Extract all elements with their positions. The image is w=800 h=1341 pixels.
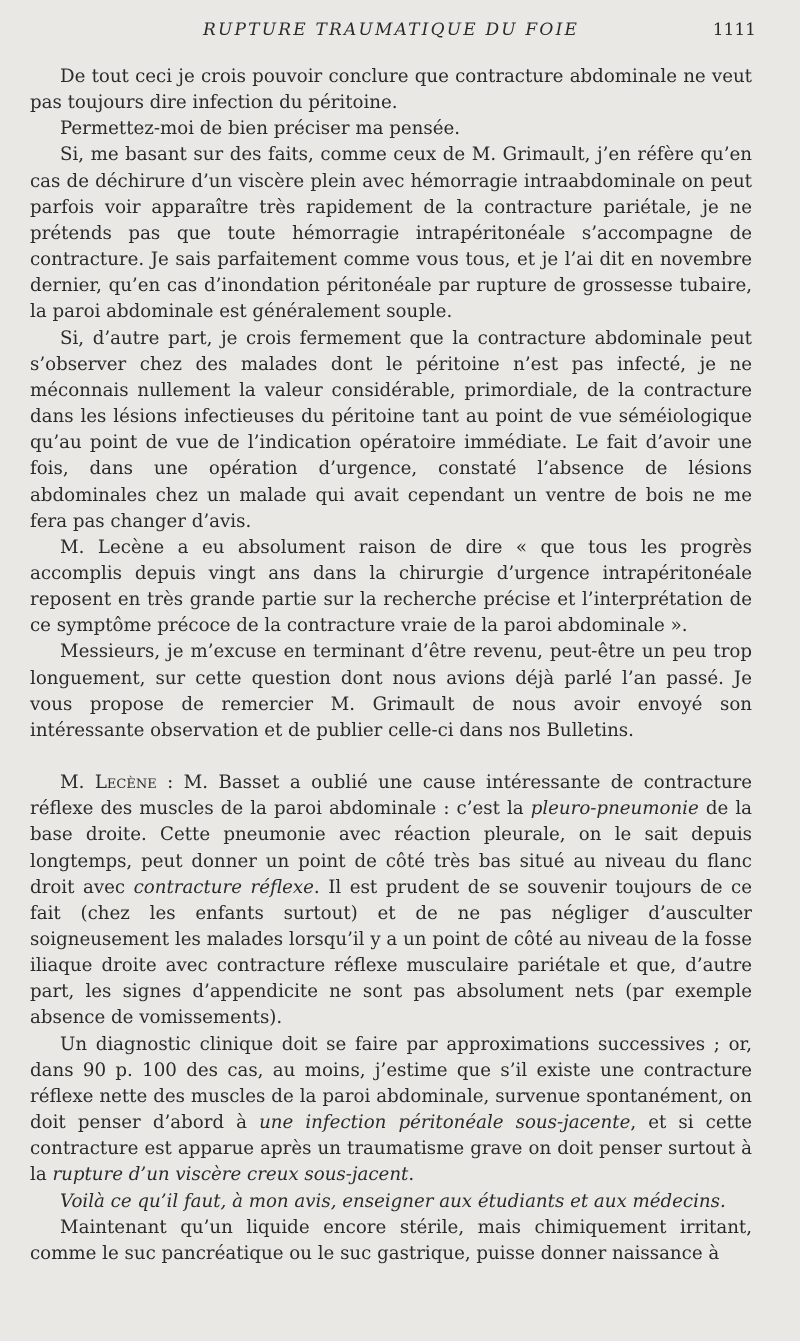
paragraph: Messieurs, je m’excuse en terminant d’être revenu, peut-être un peu trop longuement, sur cette question dont nous avions déjà parlé l’an passé. Je vous propose de remercier M. Grimault de nous avoir envoyé son intéressante observation et de publier celle-ci dans nos Bulletins. bbox=[30, 641, 752, 741]
running-title: RUPTURE TRAUMATIQUE DU FOIE bbox=[203, 20, 580, 40]
paragraph: De tout ceci je crois pouvoir conclure que contracture abdominale ne veut pas toujours dire infection du péritoine. bbox=[30, 66, 752, 114]
text-run: de la base droite. Cette pneumonie avec réaction pleurale, on le sait depuis longtemps, peut donner un point de côté très bas situé au niveau du flanc droit avec bbox=[30, 798, 752, 898]
italic-run: rupture d’un viscère creux sous-jacent bbox=[52, 1164, 409, 1186]
text-run: , et si cette contracture est apparue après un traumatisme grave on doit penser surtout à la bbox=[30, 1112, 752, 1186]
speaker-name: M. Lecène bbox=[60, 772, 157, 794]
text-run: . Il est prudent de se souvenir toujours de ce fait (chez les enfants surtout) et de ne pas négliger d’ausculter soigneusement les malades lorsqu’il y a un point de côté au niveau de la fosse iliaque droite avec contracture réflexe musculaire pariétale et que, d’autre part, les signes d’appendicite ne sont pas absolument nets (par exemple absence de vomissements). bbox=[30, 876, 753, 1029]
lecene-paragraph bbox=[30, 770, 752, 1032]
text-run: . bbox=[408, 1164, 415, 1186]
paragraph: Si, d’autre part, je crois fermement que la contracture abdominale peut s’observer chez des malades dont le péritoine n’est pas infecté, je ne méconnais nullement la valeur considérable, primordiale, de la contracture dans les lésions infectieuses du péritoine tant au point de vue séméiologique qu’au point de vue de l’indication opératoire immédiate. Le fait d’avoir une fois, dans une opération d’urgence, constaté l’absence de lésions abdominales chez un malade qui avait cependant un ventre de bois ne me fera pas changer d’avis. bbox=[30, 327, 752, 532]
italic-paragraph bbox=[30, 1189, 752, 1215]
page-header bbox=[0, 18, 800, 46]
italic-run: une infection péritonéale sous-jacente bbox=[259, 1112, 631, 1134]
italic-run: pleuro-pneumonie bbox=[530, 798, 699, 820]
paragraph bbox=[30, 1032, 752, 1189]
text-run: Un diagnostic clinique doit se faire par approximations successives ; or, dans 90 p. 100 des cas, au moins, j’estime que s’il existe une contracture réflexe nette des muscles de la paroi abdominale, survenue spontanément, on doit penser d’abord à bbox=[30, 1033, 752, 1134]
italic-run: contracture réflexe bbox=[133, 876, 314, 898]
paragraph: M. Lecène a eu absolument raison de dire « que tous les progrès accomplis depuis vingt ans dans la chirurgie d’urgence intrapéritonéale reposent en très grande partie sur la recherche précise et l’interprétation de ce symptôme précoce de la contracture vraie de la paroi abdominale ». bbox=[30, 536, 752, 637]
page-number: 1111 bbox=[712, 20, 756, 40]
body-text bbox=[30, 64, 752, 1267]
paragraph: Permettez-moi de bien préciser ma pensée. bbox=[60, 118, 461, 140]
italic-run: Voilà ce qu’il faut, à mon avis, enseigner aux étudiants et aux médecins. bbox=[60, 1190, 726, 1212]
paragraph: Maintenant qu’un liquide encore stérile, mais chimiquement irritant, comme le suc pancréatique ou le suc gastrique, puisse donner naissance à bbox=[30, 1216, 752, 1264]
text-run: : M. Basset a oublié une cause intéressante de contracture réflexe des muscles de la paroi abdominale : c’est la bbox=[30, 772, 752, 820]
paragraph: Si, me basant sur des faits, comme ceux de M. Grimault, j’en réfère qu’en cas de déchirure d’un viscère plein avec hémorragie intraabdominale on peut parfois voir apparaître très rapidement de la contracture pariétale, je ne prétends pas que toute hémorragie intrapéritonéale s’accompagne de contracture. Je sais parfaitement comme vous tous, et je l’ai dit en novembre dernier, qu’en cas d’inondation péritonéale par rupture de grossesse tubaire, la paroi abdominale est généralement souple. bbox=[30, 144, 752, 323]
